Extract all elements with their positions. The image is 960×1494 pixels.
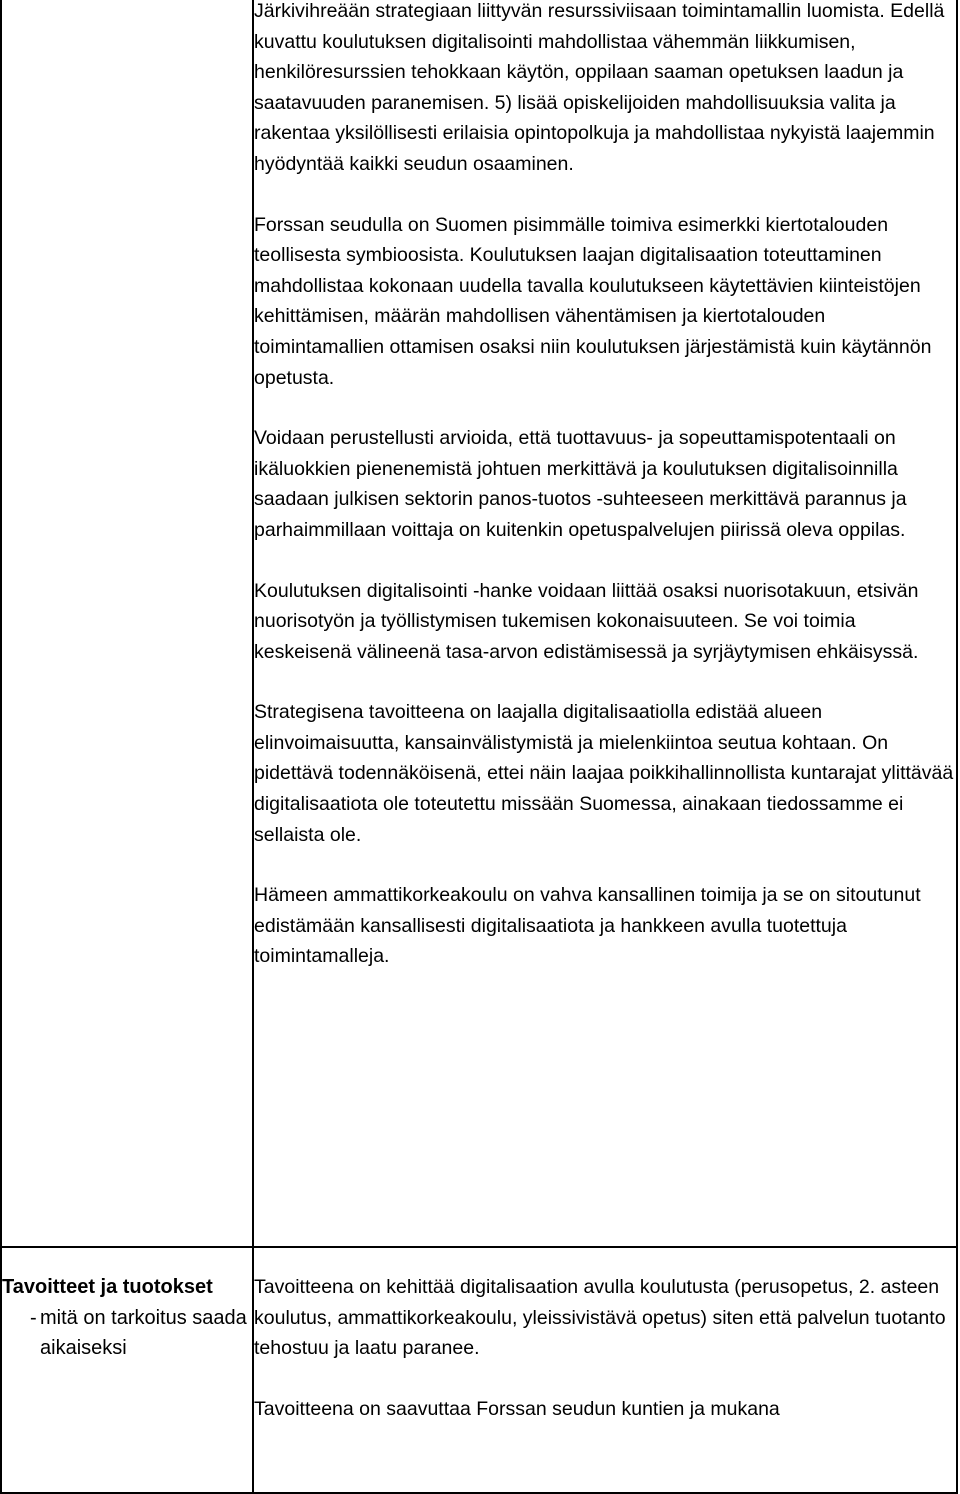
paragraph: Koulutuksen digitalisointi -hanke voidaan liittää osaksi nuorisotakuun, etsivän nuorisotyön ja työllistymisen tukemisen kokonaisuuteen. Se voi toimia keskeisenä välineenä tasa-arvon edistämisessä ja syrjäytymisen ehkäisyssä. xyxy=(254,579,919,663)
goals-content-cell xyxy=(253,1247,957,1493)
paragraph: Hämeen ammattikorkeakoulu on vahva kansallinen toimija ja se on sitoutunut edistämään kansallisesti digitalisaatiota ja hankkeen avulla tuotettuja toimintamalleja. xyxy=(254,884,921,968)
paragraph: Järkivihreään strategiaan liittyvän resurssiviisaan toimintamallin luomista. Edellä kuvattu koulutuksen digitalisointi mahdollistaa vähemmän liikkumisen, henkilöresurssien tehokkaan käytön, oppilaan saaman opetuksen laadun ja saatavuuden paranemisen. 5) lisää opiskelijoiden mahdollisuuksia valita ja rakentaa yksilöllisesti erilaisia opintopolkuja ja mahdollistaa nykyistä laajemmin hyödyntää kaikki seudun osaaminen. xyxy=(254,0,945,175)
paragraph: Forssan seudulla on Suomen pisimmälle toimiva esimerkki kiertotalouden teollisesta symbioosista. Koulutuksen laajan digitalisaation toteuttaminen mahdollistaa kokonaan uudella tavalla koulutukseen käytettävien kiinteistöjen kehittämisen, määrän mahdollisen vähentämisen ja kiertotalouden toimintamallien ottamisen osaksi niin koulutuksen järjestämistä kuin käytännön opetusta. xyxy=(254,213,932,389)
paragraph: Tavoitteena on saavuttaa Forssan seudun kuntien ja mukana xyxy=(254,1397,780,1420)
paragraph: Strategisena tavoitteena on laajalla digitalisaatiolla edistää alueen elinvoimaisuutta, kansainvälistymistä ja mielenkiintoa seutua kohtaan. On pidettävä todennäköisenä, ettei näin laajaa poikkihallinnollista kuntarajat ylittävää digitalisaatiota ole toteutettu missään Suomessa, ainakaan tiedossamme ei sellaista ole. xyxy=(254,701,954,846)
content-cell xyxy=(253,0,957,1247)
section-label-subtitle-text: mitä on tarkoitus saada aikaiseksi xyxy=(40,1306,247,1360)
paragraph: Tavoitteena on kehittää digitalisaation avulla koulutusta (perusopetus, 2. asteen koulutus, ammattikorkeakoulu, yleissivistävä opetus) siten että palvelun tuotanto tehostuu ja laatu paranee. xyxy=(254,1276,946,1360)
table-row xyxy=(1,0,957,1247)
paragraph: Voidaan perustellusti arvioida, että tuottavuus- ja sopeuttamispotentaali on ikäluokkien pienenemistä johtuen merkittävä ja koulutuksen digitalisoinnilla saadaan julkisen sektorin panos-tuotos -suhteeseen merkittävä parannus ja parhaimmillaan voittaja on kuitenkin opetuspalvelujen piirissä oleva oppilas. xyxy=(254,427,907,541)
table-row xyxy=(1,1247,957,1493)
dash-bullet: - xyxy=(30,1306,37,1329)
empty-label-cell xyxy=(1,0,253,1247)
section-label-subtitle xyxy=(2,1303,252,1364)
goals-label-cell xyxy=(1,1247,253,1493)
section-label-title: Tavoitteet ja tuotokset xyxy=(2,1276,213,1298)
